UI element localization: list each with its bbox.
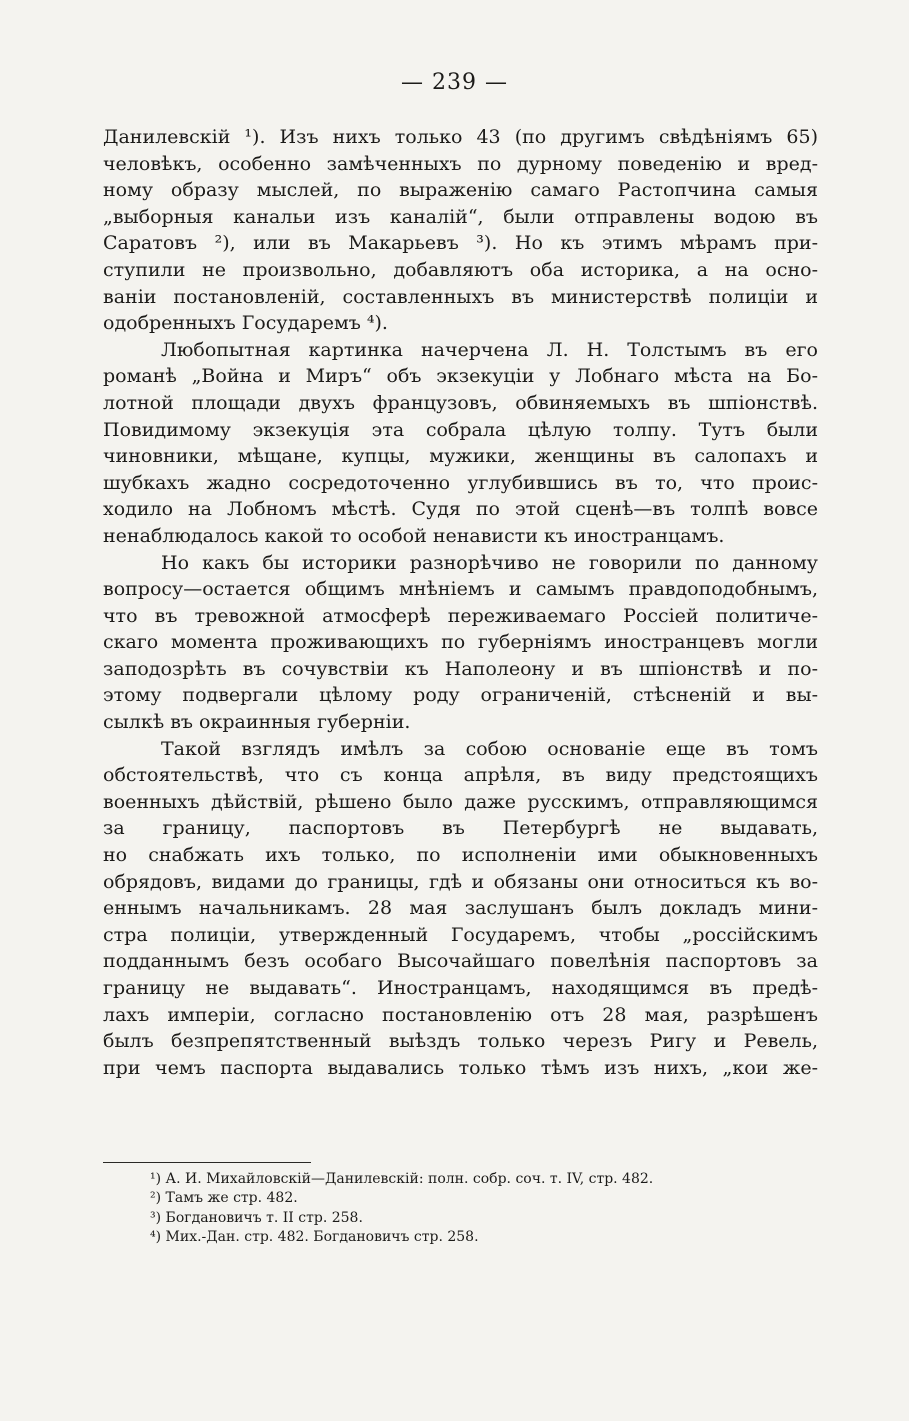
text-line: обстоятельствѣ, что съ конца апрѣля, въ виду предстоящихъ — [103, 764, 818, 787]
footnote: ²) Тамъ же стр. 482. — [150, 1190, 298, 1207]
text-line: что въ тревожной атмосферѣ переживаемаго Россіей политиче- — [103, 604, 818, 627]
text-line: подданнымъ безъ особаго Высочайшаго повелѣнія паспортовъ за — [103, 950, 818, 973]
text-line: за границу, паспортовъ въ Петербургѣ не выдавать, — [103, 817, 818, 840]
text-line: сылкѣ въ окраинныя губерніи. — [103, 711, 411, 734]
text-line: этому подвергали цѣлому роду ограниченій, стѣсненій и вы- — [103, 684, 818, 707]
text-line: заподозрѣть въ сочувствіи къ Наполеону и въ шпіонствѣ и по- — [103, 657, 818, 680]
text-line: ступили не произвольно, добавляютъ оба историка, а на осно- — [103, 258, 818, 281]
text-line: лахъ имперіи, согласно постановленію отъ 28 мая, разрѣшенъ — [103, 1003, 818, 1026]
footnote: ¹) А. И. Михайловскій—Данилевскій: полн. собр. соч. т. IV, стр. 482. — [150, 1171, 654, 1187]
body-text — [103, 124, 818, 1081]
text-line: „выборныя канальи изъ каналій“, были отправлены водою въ — [103, 205, 818, 228]
text-line: Саратовъ ²), или въ Макарьевъ ³). Но къ этимъ мѣрамъ при- — [103, 232, 818, 255]
text-line: былъ безпрепятственный выѣздъ только черезъ Ригу и Ревель, — [103, 1030, 818, 1053]
footnotes — [150, 1170, 810, 1248]
text-line: стра полиціи, утвержденный Государемъ, чтобы „россійскимъ — [103, 923, 818, 946]
text-line: вопросу—остается общимъ мнѣніемъ и самымъ правдоподобнымъ, — [103, 578, 818, 601]
footnote-divider — [103, 1162, 311, 1163]
footnote: ³) Богдановичъ т. II стр. 258. — [150, 1209, 363, 1226]
page-number: — 239 — — [401, 70, 508, 95]
text-line: ному образу мыслей, по выраженію самаго Растопчина самыя — [103, 179, 818, 202]
text-line: обрядовъ, видами до границы, гдѣ и обязаны они относиться къ во- — [103, 870, 818, 893]
text-line: ваніи постановленій, составленныхъ въ министерствѣ полиціи и — [103, 285, 818, 308]
text-line: скаго момента проживающихъ по губерніямъ иностранцевъ могли — [103, 631, 818, 654]
text-line: человѣкъ, особенно замѣченныхъ по дурному поведенію и вред- — [103, 152, 818, 175]
text-line: одобренныхъ Государемъ ⁴). — [103, 312, 388, 335]
text-line: Но какъ бы историки разнорѣчиво не говорили по данному — [161, 551, 818, 574]
text-line: границу не выдавать“. Иностранцамъ, находящимся въ предѣ- — [103, 977, 818, 999]
text-line: лотной площади двухъ французовъ, обвиняемыхъ въ шпіонствѣ. — [103, 391, 818, 414]
text-line: Повидимому экзекуція эта собрала цѣлую толпу. Тутъ были — [103, 418, 818, 441]
text-line: ходило на Лобномъ мѣстѣ. Судя по этой сценѣ—въ толпѣ вовсе — [103, 498, 818, 521]
text-line: чиновники, мѣщане, купцы, мужики, женщины въ салопахъ и — [103, 445, 818, 468]
text-line: Данилевскій ¹). Изъ нихъ только 43 (по другимъ свѣдѣніямъ 65) — [103, 126, 818, 148]
text-line: военныхъ дѣйствій, рѣшено было даже русскимъ, отправляющимся — [103, 790, 818, 813]
text-line: шубкахъ жадно сосредоточенно углубившись въ то, что проис- — [103, 471, 818, 494]
text-line: при чемъ паспорта выдавались только тѣмъ изъ нихъ, „кои же- — [103, 1056, 818, 1079]
text-line: но снабжать ихъ только, по исполненіи ими обыкновенныхъ — [103, 844, 818, 867]
text-line: еннымъ начальникамъ. 28 мая заслушанъ былъ докладъ мини- — [103, 897, 818, 920]
text-line: Такой взглядъ имѣлъ за собою основаніе еще въ томъ — [161, 737, 818, 760]
text-line: романѣ „Война и Миръ“ объ экзекуціи у Лобнаго мѣста на Бо- — [103, 365, 818, 388]
footnote: ⁴) Мих.-Дан. стр. 482. Богдановичъ стр. 258. — [150, 1229, 479, 1246]
text-line: Любопытная картинка начерчена Л. Н. Толстымъ въ его — [161, 338, 818, 361]
text-line: ненаблюдалось какой то особой ненависти къ иностранцамъ. — [103, 524, 725, 547]
